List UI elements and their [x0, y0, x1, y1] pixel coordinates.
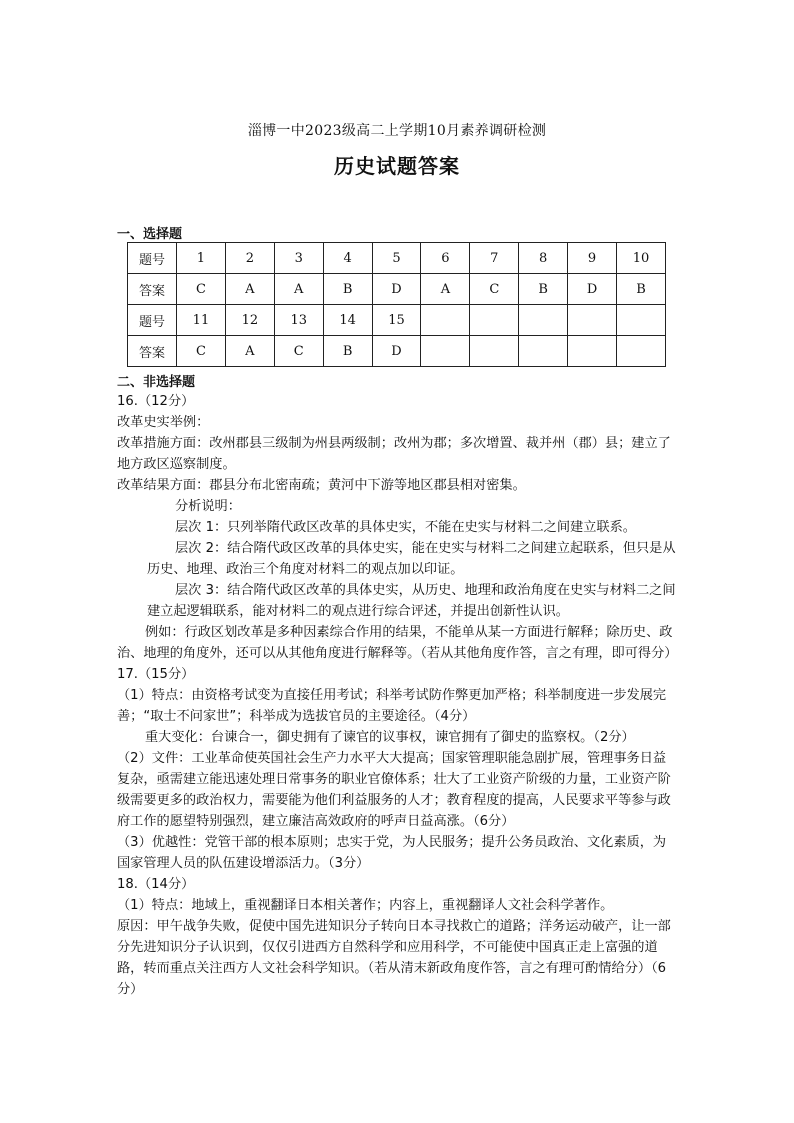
answer-table-cell	[617, 305, 666, 336]
answer-table-cell: 6	[421, 243, 470, 274]
answer-table-cell: B	[323, 336, 372, 367]
answer-table-cell: 1	[177, 243, 226, 274]
answer-table-cell: 15	[372, 305, 421, 336]
answer-table-cell	[470, 305, 519, 336]
q16-level-1: 层次 1：只列举隋代政区改革的具体史实，不能在史实与材料二之间建立联系。	[175, 520, 636, 535]
answer-table-row	[128, 305, 666, 336]
answer-table-cell: 2	[225, 243, 274, 274]
answer-table-cell: A	[225, 336, 274, 367]
answer-table-cell	[470, 336, 519, 367]
answer-table-cell: A	[274, 274, 323, 305]
q18-heading: 18.（14分）	[117, 877, 195, 892]
q18-part-1: （1）特点：地域上，重视翻译日本相关著作；内容上，重视翻译人文社会科学著作。	[117, 898, 614, 913]
answer-table-cell: 3	[274, 243, 323, 274]
q17-major-change: 重大变化：台谏合一，御史拥有了谏官的议事权，谏官拥有了御史的监察权。（2分）	[145, 730, 635, 745]
exam-subtitle: 淄博一中2023级高二上学期10月素养调研检测	[247, 123, 547, 139]
answer-table-cell: C	[274, 336, 323, 367]
answer-table-row	[128, 274, 666, 305]
answer-table-cell: 12	[225, 305, 274, 336]
answer-table-cell: C	[177, 336, 226, 367]
q17-part-3: （3）优越性：党管干部的根本原则；忠实于党，为人民服务；提升公务员政治、文化素质，为国家管理人员的队伍建设增添活力。（3分）	[117, 835, 667, 871]
answer-table-cell: 4	[323, 243, 372, 274]
answer-table-cell: 14	[323, 305, 372, 336]
q18-reason: 原因：甲午战争失败，促使中国先进知识分子转向日本寻找救亡的道路；洋务运动破产，让一部分先进知识分子认识到，仅仅引进西方自然科学和应用科学，不可能使中国真正走上富强的道路，转而重点关注西方人文社会科学知识。（若从清末新政角度作答，言之有理可酌情给分）（6分）	[117, 919, 671, 997]
answer-table-cell	[519, 336, 568, 367]
answer-table-cell: B	[617, 274, 666, 305]
q16-analysis-label: 分析说明：	[175, 499, 241, 514]
page-title: 历史试题答案	[334, 154, 460, 178]
answer-table-cell	[568, 305, 617, 336]
answer-table-cell: 13	[274, 305, 323, 336]
answer-table-label-cell: 答案	[128, 274, 177, 305]
answer-table-cell: A	[421, 274, 470, 305]
q17-heading: 17.（15分）	[117, 667, 195, 682]
q16-example: 例如：行政区划改革是多种因素综合作用的结果，不能单从某一方面进行解释；除历史、政治、地理的角度外，还可以从其他角度进行解释等。（若从其他角度作答，言之有理，即可得分）	[117, 625, 678, 661]
answer-table-cell: D	[372, 336, 421, 367]
answer-table-row	[128, 243, 666, 274]
answer-table-cell: D	[568, 274, 617, 305]
section-1-heading: 一、选择题	[117, 227, 183, 242]
answer-table-label-cell: 题号	[128, 243, 177, 274]
q16-heading: 16.（12分）	[117, 394, 195, 409]
answer-table-row	[128, 336, 666, 367]
answer-table-cell: C	[470, 274, 519, 305]
q16-line: 改革史实举例：	[117, 415, 210, 430]
answer-table-cell: 11	[177, 305, 226, 336]
q16-level-3: 层次 3：结合隋代政区改革的具体史实，从历史、地理和政治角度在史实与材料二之间建立起逻辑联系，能对材料二的观点进行综合评述，并提出创新性认识。	[147, 583, 676, 619]
answer-table-cell: 7	[470, 243, 519, 274]
q17-part-2: （2）文件：工业革命使英国社会生产力水平大大提高；国家管理职能急剧扩展，管理事务日益复杂，亟需建立能迅速处理日常事务的职业官僚体系；壮大了工业资产阶级的力量，工业资产阶级需要更多的政治权力，需要能为他们利益服务的人才；教育程度的提高，人民要求平等参与政府工作的愿望特别强烈，建立廉洁高效政府的呼声日益高涨。（6分）	[117, 751, 671, 829]
answer-table-cell: A	[225, 274, 274, 305]
q17-part-1: （1）特点：由资格考试变为直接任用考试；科举考试防作弊更加严格；科举制度进一步发展完善；“取士不问家世”；科举成为选拔官员的主要途径。（4分）	[117, 688, 667, 724]
q16-line: 改革措施方面：改州郡县三级制为州县两级制；改州为郡；多次增置、裁并州（郡）县；建立了地方政区巡察制度。	[117, 436, 671, 472]
answer-table-cell: C	[177, 274, 226, 305]
answer-table-label-cell: 答案	[128, 336, 177, 367]
answer-table-cell	[568, 336, 617, 367]
answer-table-cell	[519, 305, 568, 336]
answer-table-cell: 8	[519, 243, 568, 274]
answer-table-cell: 9	[568, 243, 617, 274]
answer-table-label-cell: 题号	[128, 305, 177, 336]
answer-body	[117, 391, 677, 1000]
answer-table-cell: B	[519, 274, 568, 305]
answer-table-cell	[421, 305, 470, 336]
answer-table-cell	[617, 336, 666, 367]
answer-table-cell	[421, 336, 470, 367]
answer-table-cell: B	[323, 274, 372, 305]
multiple-choice-answer-table	[127, 242, 666, 367]
answer-table-cell: D	[372, 274, 421, 305]
q16-line: 改革结果方面：郡县分布北密南疏；黄河中下游等地区郡县相对密集。	[117, 478, 526, 493]
section-2-heading: 二、非选择题	[117, 375, 196, 390]
q16-level-2: 层次 2：结合隋代政区改革的具体史实，能在史实与材料二之间建立起联系，但只是从历史、地理、政治三个角度对材料二的观点加以印证。	[147, 541, 676, 577]
answer-table-cell: 10	[617, 243, 666, 274]
answer-table-cell: 5	[372, 243, 421, 274]
